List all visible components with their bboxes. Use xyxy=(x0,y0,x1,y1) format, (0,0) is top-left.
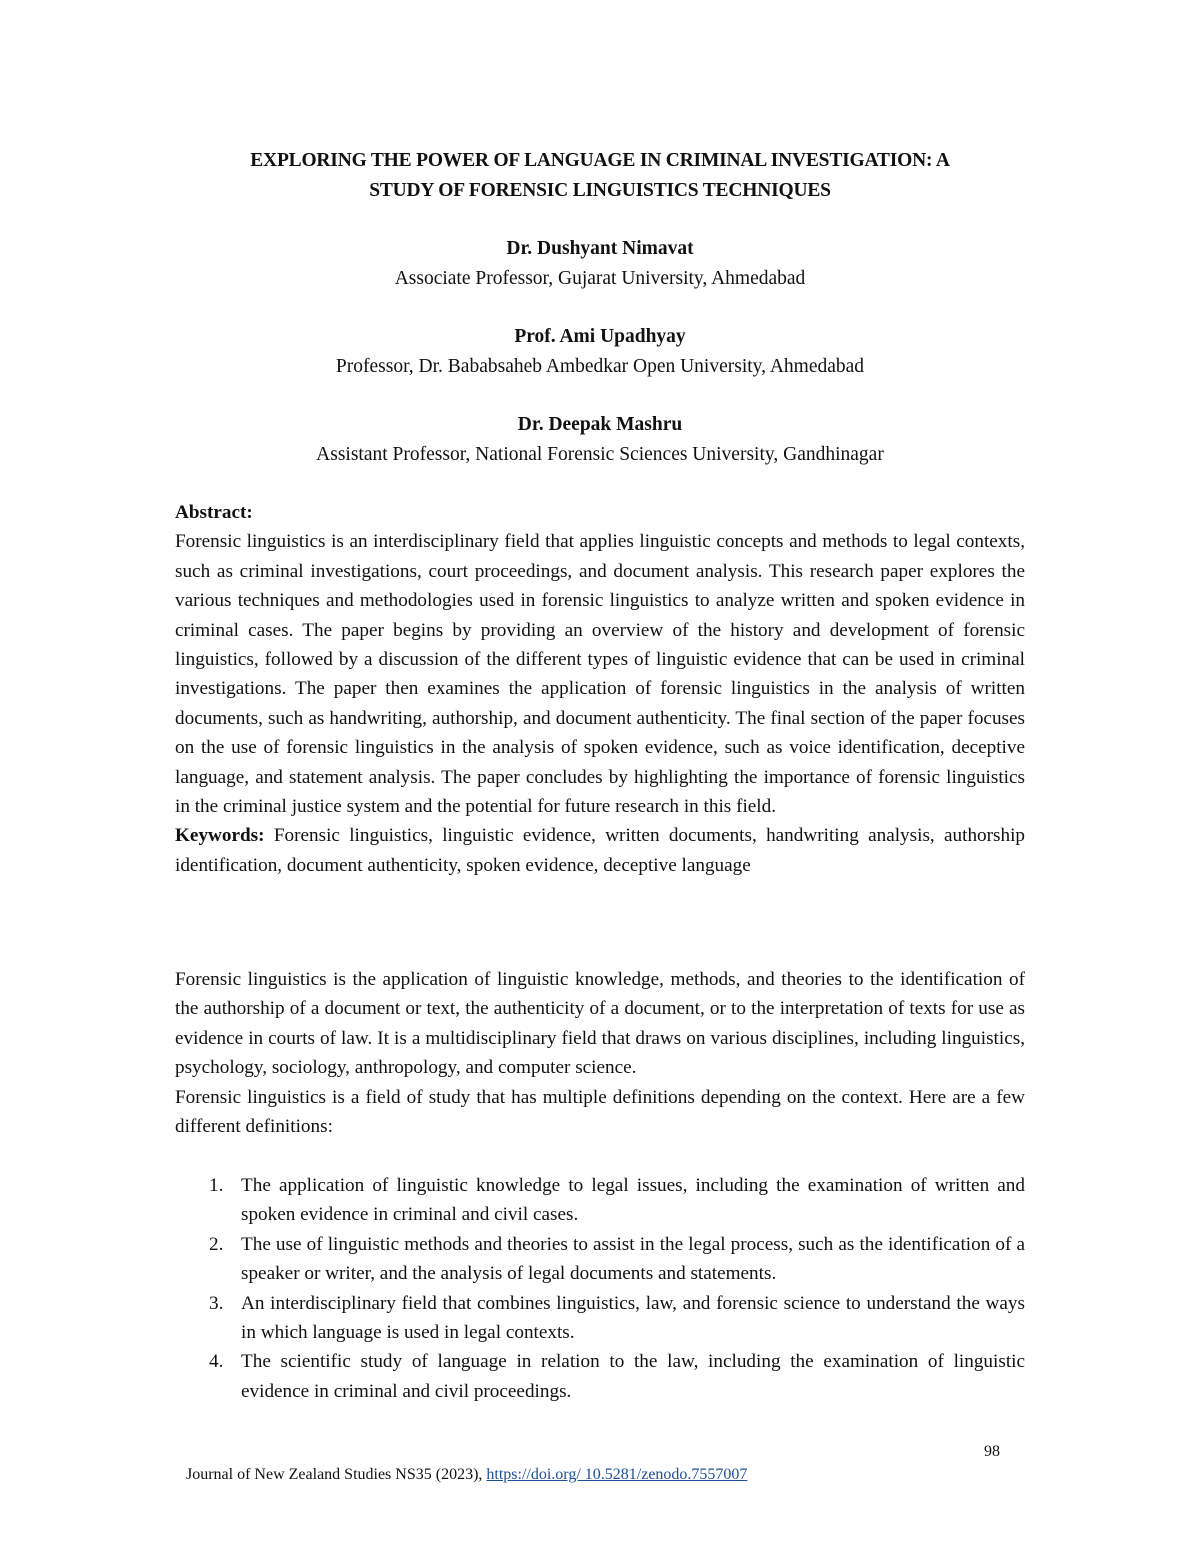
abstract-section xyxy=(175,498,1025,880)
list-number: 3. xyxy=(209,1292,224,1314)
abstract-heading: Abstract: xyxy=(175,502,253,523)
paper-title xyxy=(150,146,1050,206)
title-line-2: STUDY OF FORENSIC LINGUISTICS TECHNIQUES xyxy=(369,180,831,201)
abstract-text: Forensic linguistics is an interdisciplinary field that applies linguistic concepts and methods to legal contexts, such as criminal investigations, court proceedings, and document analysis. This research paper explores the various techniques and methodologies used in forensic linguistics to analyze written and spoken evidence in criminal cases. The paper begins by providing an overview of the history and development of forensic linguistics, followed by a discussion of the different types of linguistic evidence that can be used in criminal investigations. The paper then examines the application of forensic linguistics in the analysis of written documents, such as handwriting, authorship, and document authenticity. The final section of the paper focuses on the use of forensic linguistics in the analysis of spoken evidence, such as voice identification, deceptive language, and statement analysis. The paper concludes by highlighting the importance of forensic linguistics in the criminal justice system and the potential for future research in this field. xyxy=(175,531,1025,818)
definitions-list xyxy=(175,1171,1025,1406)
author-name: Dr. Deepak Mashru xyxy=(517,414,683,435)
body-paragraph-1: Forensic linguistics is the application of linguistic knowledge, methods, and theories to the identification of the authorship of a document or text, the authenticity of a document, or to the interpretation of texts for use as evidence in courts of law. It is a multidisciplinary field that draws on various disciplines, including linguistics, psychology, sociology, anthropology, and computer science. xyxy=(175,969,1025,1079)
body-paragraph-2: Forensic linguistics is a field of study that has multiple definitions depending on the context. Here are a few different definitions: xyxy=(175,1086,1025,1138)
list-item xyxy=(175,1347,1025,1406)
doi-link[interactable]: https://doi.org/ 10.5281/zenodo.7557007 xyxy=(486,1466,748,1483)
list-item xyxy=(175,1230,1025,1289)
list-item xyxy=(175,1171,1025,1230)
keywords-text: Forensic linguistics, linguistic evidence, written documents, handwriting analysis, authorship identification, document authenticity, spoken evidence, deceptive language xyxy=(175,825,1026,876)
list-text: The application of linguistic knowledge to legal issues, including the examination of written and spoken evidence in criminal and civil cases. xyxy=(241,1175,1025,1226)
author-name: Prof. Ami Upadhyay xyxy=(514,326,686,347)
list-number: 4. xyxy=(209,1351,224,1373)
list-item xyxy=(175,1289,1025,1348)
list-text: The use of linguistic methods and theories to assist in the legal process, such as the identification of a speaker or writer, and the analysis of legal documents and statements. xyxy=(241,1233,1025,1285)
author-affiliation: Assistant Professor, National Forensic Sciences University, Gandhinagar xyxy=(316,444,884,465)
author-block-3 xyxy=(150,410,1050,470)
keywords-label: Keywords: xyxy=(175,825,265,847)
list-text: The scientific study of language in relation to the law, including the examination of linguistic evidence in criminal and civil proceedings. xyxy=(241,1351,1025,1402)
author-block-1 xyxy=(150,234,1050,294)
author-affiliation: Professor, Dr. Bababsaheb Ambedkar Open University, Ahmedabad xyxy=(335,356,865,377)
author-name: Dr. Dushyant Nimavat xyxy=(506,238,694,259)
list-number: 1. xyxy=(209,1175,224,1196)
list-number: 2. xyxy=(209,1233,224,1255)
citation-text: Journal of New Zealand Studies NS35 (2023), xyxy=(186,1466,487,1483)
title-line-1: EXPLORING THE POWER OF LANGUAGE IN CRIMINAL INVESTIGATION: A xyxy=(250,150,950,171)
page-number: 98 xyxy=(984,1443,1000,1460)
body-section xyxy=(175,965,1025,1141)
footer-citation xyxy=(186,1466,747,1484)
author-affiliation: Associate Professor, Gujarat University, Ahmedabad xyxy=(394,268,806,289)
list-text: An interdisciplinary field that combines linguistics, law, and forensic science to understand the ways in which language is used in legal contexts. xyxy=(241,1292,1025,1344)
author-block-2 xyxy=(150,322,1050,382)
keywords xyxy=(175,821,1025,880)
